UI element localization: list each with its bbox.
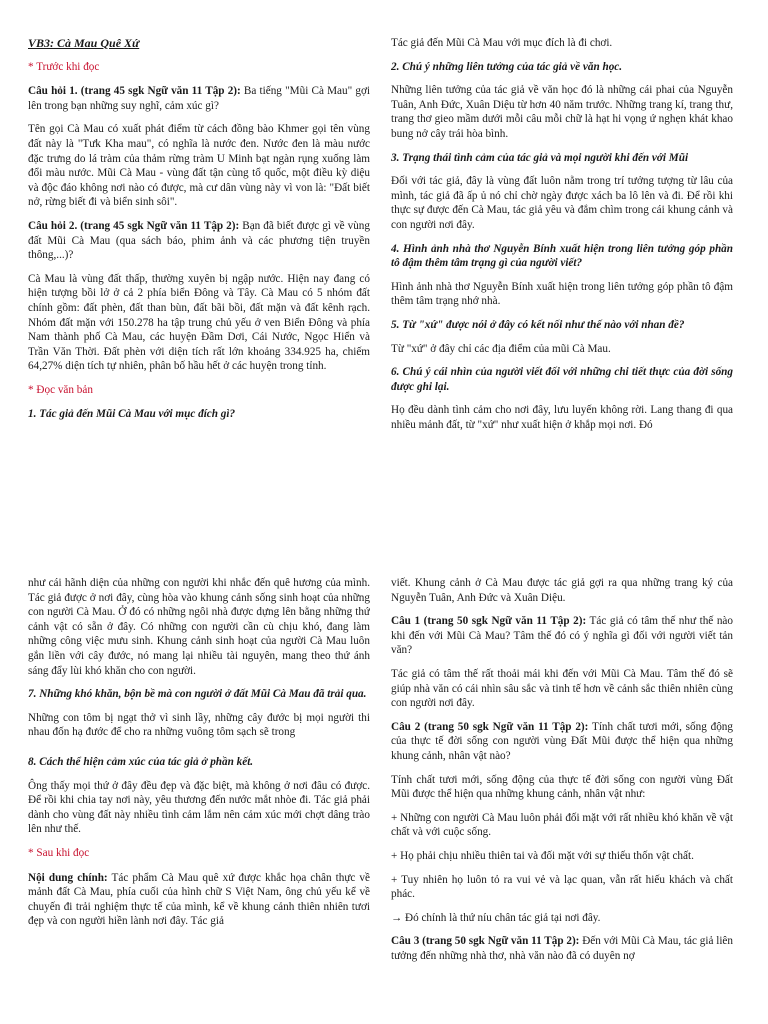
reading-answer-7: Những con tôm bị ngạt thở vì sinh lầy, những cây đước bị mọi người thi nhau đốn hạ đước để cho ra những vuông tôm sạch sẽ trong bbox=[28, 711, 370, 739]
exercise-2-label: Câu 2 (trang 50 sgk Ngữ văn 11 Tập 2): bbox=[391, 720, 589, 733]
main-content-continued: viết. Khung cảnh ở Cà Mau được tác giả gợi ra qua những trang ký của Nguyễn Tuân, Anh Đức và Xuân Diệu. bbox=[391, 577, 733, 604]
reading-question-2: 2. Chú ý những liên tưởng của tác giả về văn học. bbox=[391, 60, 623, 73]
page-column-bottom-right bbox=[391, 576, 733, 1024]
exercise-1-answer: Tác giả có tâm thế rất thoải mái khi đến với Mũi Cà Mau. Tâm thế đó sẽ giúp nhà văn có cái nhìn sâu sắc và tinh tế hơn về cảnh sắc thiên nhiên cùng con người nơi đây. bbox=[391, 667, 733, 710]
exercise-2-answer: Tính chất tươi mới, sống động của thực tế đời sống con người vùng Đất Mũi được thể hiện qua những khung cảnh, nhân vật như: bbox=[391, 773, 733, 801]
exercise-1-text: Tác giả có tâm thế như thế nào khi đến với Mũi Cà Mau? Tâm thế đó có ý nghĩa gì đối với người viết tản văn? bbox=[391, 615, 733, 657]
reading-answer-6-continued: như cái hãnh diện của những con người khi nhắc đến quê hương của mình. Tác giả được ở nơi đây, cùng hòa vào khung cảnh sống sinh hoạt của những con người Cà Mau. Ở đó có những ngôi nhà được dựng lên bằng những thứ cảnh vật có sẵn ở đây. Có những con người cần cù chịu khó, đang làm những công việc mưu sinh. Khung cảnh sinh hoạt của người Cà Mau luôn gắn liền với cây đước, nó mang lại nhiều tài nguyên, mang theo thứ ánh sáng đẩy lùi khó khăn cho con người. bbox=[28, 577, 370, 677]
page-title: VB3: Cà Mau Quê Xứ bbox=[28, 36, 140, 50]
page-column-top-right bbox=[391, 36, 733, 502]
answer-1: Tên gọi Cà Mau có xuất phát điểm từ cách đồng bào Khmer gọi tên vùng đất này là "Tưk Kha mau", có nghĩa là nước đen. Nước đen là màu nước đặc trưng do lá tràm của thảm rừng tràm U Minh bạt ngàn rụng xuống làm đổi màu nước. Mũi Cà Mau - vùng đất tận cùng tổ quốc, một điều kỳ diệu và độc đáo không nơi nào có được, mà cư dân vùng này vì von là: "Đất biết nở, rừng biết đi và biển sinh sôi". bbox=[28, 123, 370, 209]
question-2-text: Bạn đã biết được gì về vùng đất Mũi Cà Mau (qua sách báo, phim ảnh và các phương tiện truyền thông,...)? bbox=[28, 219, 370, 262]
bullet-item: + Những con người Cà Mau luôn phải đối mặt với rất nhiều khó khăn về vật chất và với cuộc sống. bbox=[391, 811, 733, 839]
reading-question-1: 1. Tác giả đến Mũi Cà Mau với mục đích gì? bbox=[28, 408, 236, 421]
exercise-1-label: Câu 1 (trang 50 sgk Ngữ văn 11 Tập 2): bbox=[391, 615, 587, 628]
section-heading-after-reading: * Sau khi đọc bbox=[28, 846, 90, 859]
section-heading-before-reading: * Trước khi đọc bbox=[28, 60, 100, 73]
section-heading-reading: * Đọc văn bản bbox=[28, 383, 93, 396]
reading-question-6: 6. Chú ý cái nhìn của người viết đối với những chi tiết thực của đời sống được ghi lại. bbox=[391, 366, 733, 393]
exercise-3-label: Câu 3 (trang 50 sgk Ngữ văn 11 Tập 2): bbox=[391, 935, 580, 948]
reading-question-7: 7. Những khó khăn, bộn bề mà con người ở đất Mũi Cà Mau đã trải qua. bbox=[28, 688, 367, 701]
reading-answer-3: Đối với tác giả, đây là vùng đất luôn nằm trong trí tưởng tượng từ lâu của mình, tác giả đã ấp ủ nó chỉ chờ ngày được xách ba lô lên và đi. Để rồi khi thực sự được đến Cà Mau, tác giả yêu và đắm chìm trong cái khung cảnh và con người nơi đây. bbox=[391, 175, 733, 231]
reading-question-4: 4. Hình ảnh nhà thơ Nguyễn Bính xuất hiện trong liên tưởng góp phần tô đậm thêm tâm trạng gì của người viết? bbox=[391, 242, 733, 270]
reading-question-5: 5. Từ "xứ" được nói ở đây có kết nối như thế nào với nhan đề? bbox=[391, 318, 685, 331]
bullet-item: + Tuy nhiên họ luôn tỏ ra vui vẻ và lạc quan, vẫn rất hiếu khách và chất phác. bbox=[391, 873, 733, 901]
answer-2: Cà Mau là vùng đất thấp, thường xuyên bị ngập nước. Hiện nay đang có hiện tượng bồi lở ở cả 2 phía biển Đông và Tây. Cà Mau có 5 nhóm đất chính gồm: đất phèn, đất than bùn, đất bãi bồi, đất mặn và đất kênh rạch. Nhóm đất mặn với 150.278 ha tập trung chủ yếu ở ven Biển Đông và phía Nam thành phố Cà Mau, các huyện Đầm Dơi, Cái Nước, Ngọc Hiển và Trần Văn Thời. Đất phèn với diện tích rất lớn khoảng 334.925 ha, chiếm 64,27% diện tích tự nhiên, phân bố hầu hết ở các huyện trong tỉnh. bbox=[28, 272, 370, 373]
page-column-bottom-left bbox=[28, 576, 370, 1024]
bullet-item: + Họ phải chịu nhiều thiên tai và đối mặt với sự thiếu thốn vật chất. bbox=[391, 849, 694, 862]
reading-answer-1: Tác giả đến Mũi Cà Mau với mục đích là đi chơi. bbox=[391, 37, 613, 49]
exercise-1 bbox=[391, 614, 733, 658]
page-column-top-left bbox=[28, 36, 370, 502]
question-2 bbox=[28, 219, 370, 263]
reading-answer-4: Hình ảnh nhà thơ Nguyễn Bính xuất hiện trong liên tưởng góp phần tô đậm thêm tâm trạng nhớ nhà. bbox=[391, 280, 733, 308]
reading-answer-6: Họ đều dành tình cảm cho nơi đây, lưu luyến không rời. Lang thang đi qua nhiều mảnh đất, từ "xứ" như xuất hiện ở khắp mọi nơi. Đó bbox=[391, 404, 733, 431]
question-1-text: Ba tiếng "Mũi Cà Mau" gợi lên trong bạn những suy nghĩ, cảm xúc gì? bbox=[28, 85, 370, 112]
exercise-3 bbox=[391, 934, 733, 963]
reading-answer-8: Ông thấy mọi thứ ở đây đều đẹp và đặc biệt, mà không ở nơi đâu có được. Để rồi khi chia tay nơi này, yêu thương đến nước mắt nhòe đi. Tác giả phải dành cho vùng đất này nhiều tình cảm lắm nên cảm xúc mới chợt dâng trào lên như thế. bbox=[28, 779, 370, 836]
main-content-text: Tác phẩm Cà Mau quê xứ được khắc họa chân thực về mảnh đất Cà Mau, phía cuối của hình chữ S Việt Nam, ông chủ yếu kể về chuyến đi trải nghiệm thực tế của mình, kể về khung cảnh thiên nhiên tươi đẹp và con người hiền lành nơi đây. Tác giả bbox=[28, 871, 370, 928]
reading-answer-2: Những liên tưởng của tác giả về văn học đó là những cái phai của Nguyễn Tuân, Anh Đức, Xuân Diệu từ hơn 40 năm trước. Những trang kí, trang thư, trang thơ gieo mầm dưới mỗi câu mỗi chữ là hạt hi vọng ứ nghẹn khát khao bung nở cây trái hòa bình. bbox=[391, 84, 733, 140]
main-content bbox=[28, 871, 370, 929]
question-1-label: Câu hỏi 1. (trang 45 sgk Ngữ văn 11 Tập 2): bbox=[28, 85, 241, 98]
exercise-3-text: Đến với Mũi Cà Mau, tác giả liên tưởng đến những nhà thơ, nhà văn nào đã có duyên nợ bbox=[391, 935, 733, 962]
reading-answer-5: Từ "xứ" ở đây chỉ các địa điểm của mũi Cà Mau. bbox=[391, 342, 611, 355]
question-2-label: Câu hỏi 2. (trang 45 sgk Ngữ văn 11 Tập 2): bbox=[28, 219, 240, 232]
main-content-label: Nội dung chính: bbox=[28, 871, 108, 884]
reading-question-3: 3. Trạng thái tình cảm của tác giả và mọi người khi đến với Mũi bbox=[391, 151, 689, 164]
reading-question-8: 8. Cách thể hiện cảm xúc của tác giả ở phần kết. bbox=[28, 755, 254, 768]
question-1 bbox=[28, 84, 370, 113]
conclusion-line: → Đó chính là thứ níu chân tác giả tại nơi đây. bbox=[391, 911, 601, 924]
exercise-2-text: Tính chất tươi mới, sống động của thực tế đời sống con người vùng Đất Mũi được thể hiện qua những khung cảnh, nhân vật nào? bbox=[391, 720, 733, 762]
exercise-2 bbox=[391, 720, 733, 764]
